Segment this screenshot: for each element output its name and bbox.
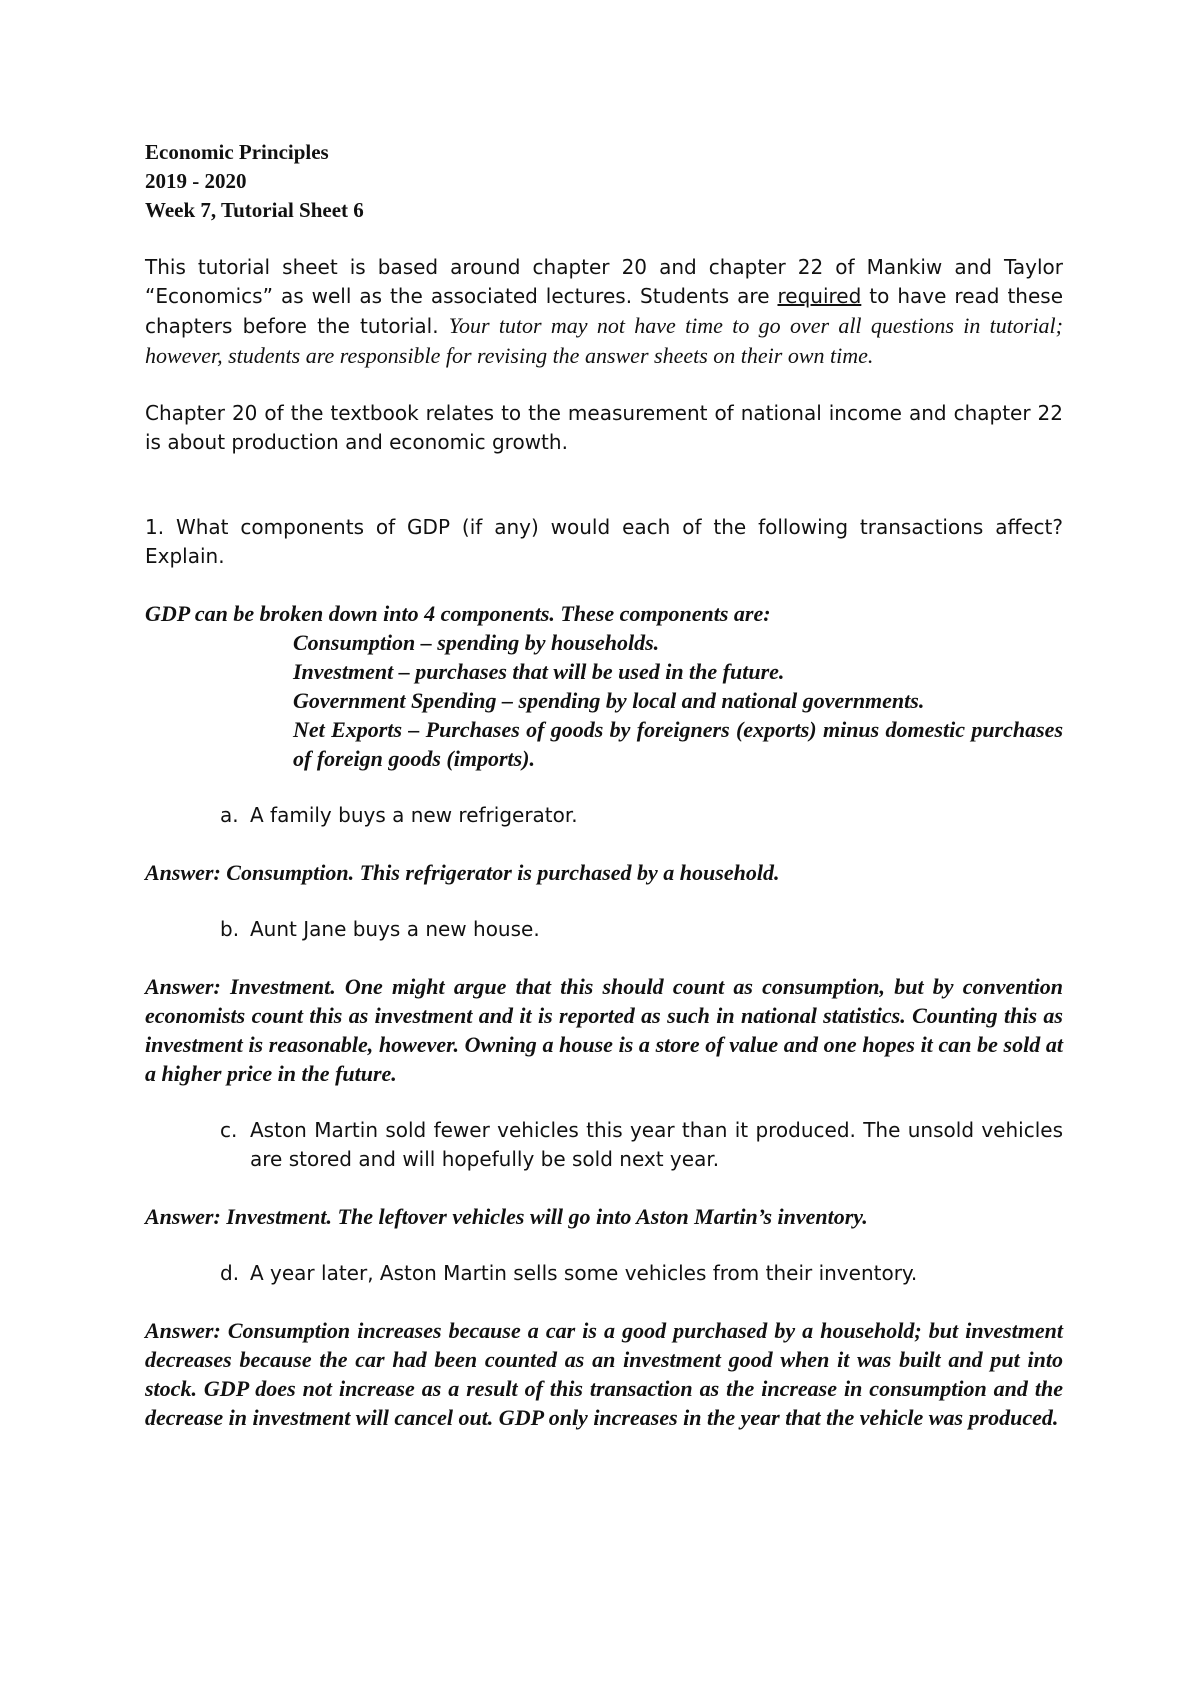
components-intro: GDP can be broken down into 4 components. These components are:: [145, 601, 771, 626]
component-net-exports: Net Exports – Purchases of goods by foreigners (exports) minus domestic purchases of foreign goods (imports).: [293, 717, 1063, 771]
answer-1d: Answer: Consumption increases because a car is a good purchased by a household; but investment decreases because the car had been counted as an investment good when it was built and put into stock. GDP does not increase as a result of this transaction as the increase in consumption and the decrease in investment will cancel out. GDP only increases in the year that the vehicle was produced.: [145, 1318, 1063, 1430]
question-1: 1. What components of GDP (if any) would each of the following transactions affect? Explain.: [145, 515, 1063, 568]
intro-text-1: This tutorial sheet is based around chapter 20 and chapter 22 of Mankiw and Taylor “Economics” as well as the associated lectures. Students are: [145, 255, 1063, 308]
question-1b-letter: b.: [220, 917, 240, 941]
intro-required: required: [777, 284, 862, 308]
question-1d-letter: d.: [220, 1261, 240, 1285]
component-investment: Investment – purchases that will be used in the future.: [293, 659, 785, 684]
question-1b: [145, 915, 1063, 944]
question-1c-letter: c.: [220, 1118, 238, 1142]
components-list: [145, 628, 1063, 773]
sheet-title: Week 7, Tutorial Sheet 6: [145, 198, 364, 222]
question-1d-text: A year later, Aston Martin sells some vehicles from their inventory.: [250, 1261, 918, 1285]
question-1a-text: A family buys a new refrigerator.: [250, 803, 578, 827]
component-government: Government Spending – spending by local and national governments.: [293, 688, 925, 713]
academic-year: 2019 - 2020: [145, 169, 247, 193]
question-1c-text: Aston Martin sold fewer vehicles this year than it produced. The unsold vehicles are stored and will hopefully be sold next year.: [250, 1118, 1063, 1171]
question-1c: [145, 1116, 1063, 1174]
intro-paragraph: [145, 253, 1063, 371]
course-title: Economic Principles: [145, 140, 329, 164]
question-1b-text: Aunt Jane buys a new house.: [250, 917, 540, 941]
answer-1b: Answer: Investment. One might argue that this should count as consumption, but by convention economists count this as investment and it is reported as such in national statistics. Counting this as investment is reasonable, however. Owning a house is a store of value and one hopes it can be sold at a higher price in the future.: [145, 974, 1063, 1086]
question-1a-letter: a.: [220, 803, 239, 827]
intro-italic-note: Your tutor may not have time to go over all questions in tutorial; however, students are responsible for revising the answer sheets on their own time.: [145, 313, 1063, 368]
chapters-paragraph: Chapter 20 of the textbook relates to the measurement of national income and chapter 22 is about production and economic growth.: [145, 401, 1063, 454]
document-page: [145, 138, 1063, 1432]
question-1d: [145, 1259, 1063, 1288]
answer-1a: Answer: Consumption. This refrigerator is purchased by a household.: [145, 860, 780, 885]
intro-text-2: to have read these chapters before the tutorial.: [145, 284, 1063, 338]
answer-1c: Answer: Investment. The leftover vehicles will go into Aston Martin’s inventory.: [145, 1204, 868, 1229]
question-1a: [145, 801, 1063, 830]
component-consumption: Consumption – spending by households.: [293, 630, 660, 655]
